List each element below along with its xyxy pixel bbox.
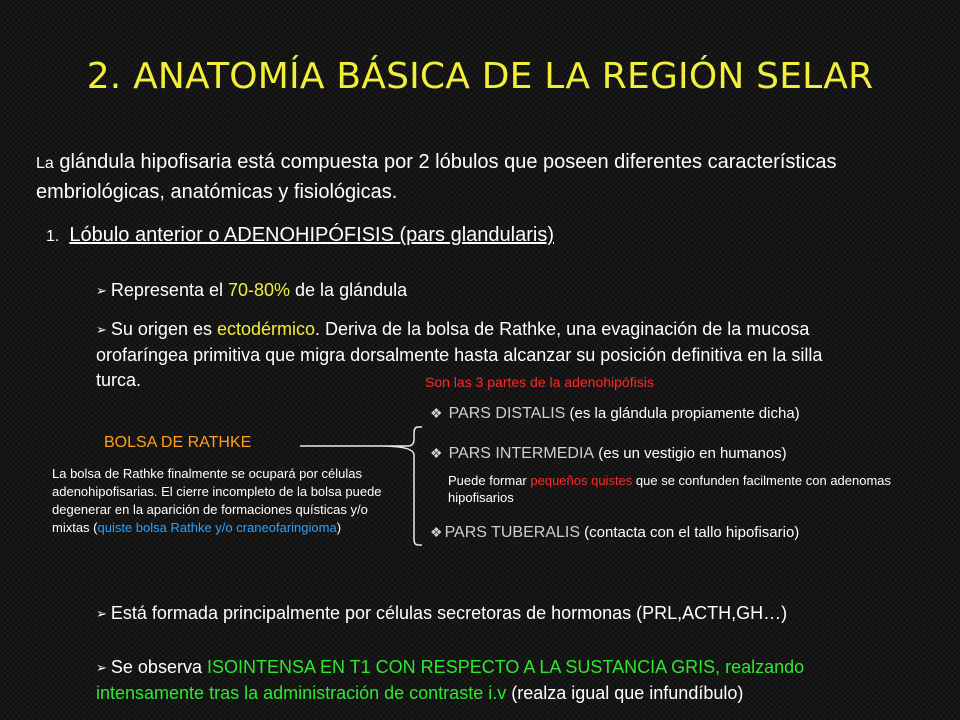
arrow-bullet-icon: ➢ bbox=[96, 322, 107, 337]
intermedia-subnote bbox=[448, 472, 918, 506]
diamond-bullet-icon: ❖ bbox=[430, 405, 443, 421]
intro-text: glándula hipofisaria está compuesta por 2 lóbulos que poseen diferentes características embriológicas, anatómicas y fisiológicas. bbox=[36, 151, 837, 203]
subnote-text-end: que se confunden facilmente con adenomas hipofisarios bbox=[448, 473, 892, 505]
part-intermedia bbox=[430, 445, 787, 463]
diamond-bullet-icon: ❖ bbox=[430, 445, 443, 461]
bolsa-highlight: quiste bolsa Rathke y/o craneofaringioma bbox=[97, 520, 337, 535]
bolsa-text: La bolsa de Rathke finalmente se ocupará por células adenohipofisarias. El cierre incompleto de la bolsa puede degenerar en la aparición de formaciones quísticas y/o mixtas ( bbox=[52, 466, 382, 535]
lobe-heading bbox=[46, 224, 554, 247]
bullet-highlight: 70-80% bbox=[227, 280, 291, 300]
page-title: 2. ANATOMÍA BÁSICA DE LA REGIÓN SELAR bbox=[86, 56, 874, 97]
arrow-bullet-icon: ➢ bbox=[96, 606, 107, 621]
intro-paragraph bbox=[36, 148, 916, 206]
intro-lead: La bbox=[36, 155, 54, 172]
lobe-title: Lóbulo anterior o ADENOHIPÓFISIS (pars glandularis) bbox=[69, 224, 555, 246]
part-tuberalis bbox=[430, 524, 799, 542]
part-note: (contacta con el tallo hipofisario) bbox=[580, 524, 800, 541]
bolsa-description bbox=[52, 465, 404, 537]
bullet-text: Su origen es bbox=[110, 319, 217, 339]
diamond-bullet-icon: ❖ bbox=[430, 524, 443, 540]
bullet-text-end: . Deriva de la bolsa de Rathke, una evaginación de la mucosa orofaríngea primitiva que migra dorsalmente hasta alcanzar su posición definitiva en la silla turca. bbox=[96, 319, 823, 390]
arrow-bullet-icon: ➢ bbox=[96, 283, 107, 298]
bullet-text: Se observa bbox=[110, 657, 207, 677]
arrow-bullet-icon: ➢ bbox=[96, 660, 107, 675]
parts-header: Son las 3 partes de la adenohipófisis bbox=[425, 374, 654, 390]
bullet-text: Representa el bbox=[110, 280, 228, 300]
bullet-text-end: de la glándula bbox=[290, 280, 408, 300]
bullet-highlight: ISOINTENSA EN T1 CON RESPECTO A LA SUSTANCIA GRIS, realzando intensamente tras la administración de contraste i.v bbox=[96, 657, 805, 703]
bullet-text: Está formada principalmente por células secretoras de hormonas (PRL,ACTH,GH…) bbox=[110, 603, 788, 623]
part-name: PARS INTERMEDIA bbox=[448, 445, 595, 462]
subnote-text: Puede formar bbox=[448, 473, 531, 488]
bolsa-text-end: ) bbox=[336, 520, 342, 535]
bullet-text-end: (realza igual que infundíbulo) bbox=[506, 683, 744, 703]
part-name: PARS DISTALIS bbox=[448, 405, 566, 422]
bullet-highlight: ectodérmico bbox=[216, 319, 316, 339]
bullet-imaging bbox=[96, 655, 896, 706]
part-note: (es la glándula propiamente dicha) bbox=[565, 405, 800, 422]
bolsa-label: BOLSA DE RATHKE bbox=[104, 434, 252, 451]
part-note: (es un vestigio en humanos) bbox=[594, 445, 787, 462]
subnote-highlight: pequeños quistes bbox=[530, 473, 633, 488]
part-name: PARS TUBERALIS bbox=[444, 524, 581, 541]
part-distalis bbox=[430, 405, 800, 423]
bullet-cells bbox=[96, 601, 916, 627]
lobe-number: 1. bbox=[46, 228, 60, 245]
bullet-percentage bbox=[96, 278, 896, 304]
